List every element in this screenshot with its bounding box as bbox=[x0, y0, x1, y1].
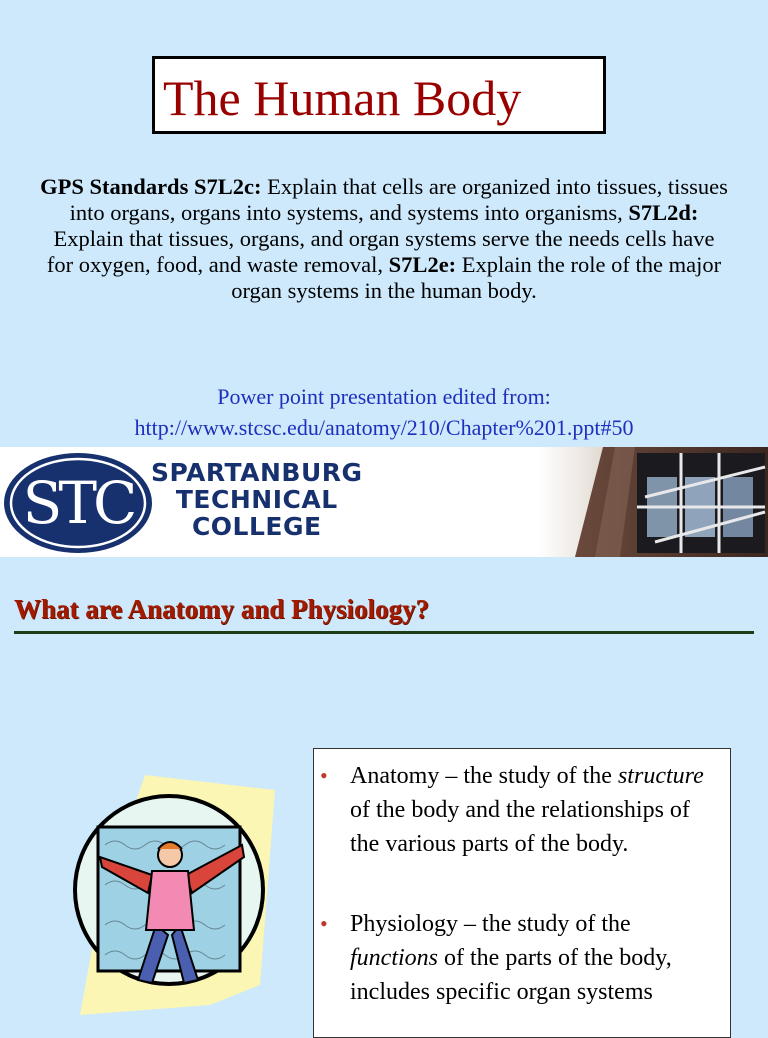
definition-text: Physiology – the study of the bbox=[350, 911, 631, 937]
credit-url: http://www.stcsc.edu/anatomy/210/Chapter%201.ppt#50 bbox=[134, 415, 634, 440]
heading-rule bbox=[14, 631, 754, 634]
vitruvian-figure-clipart bbox=[60, 775, 290, 1024]
college-name-line2: TECHNICAL bbox=[175, 485, 338, 514]
definition-emphasis: structure bbox=[617, 763, 704, 789]
standard-label-s7l2e: S7L2e: bbox=[388, 252, 457, 277]
standard-label-s7l2c: GPS Standards S7L2c: bbox=[40, 174, 262, 199]
college-name bbox=[151, 459, 363, 540]
standard-text-s7l2d: Explain that tissues, organs, and organ systems serve the needs cells have for oxygen, food, and waste removal, bbox=[46, 226, 715, 277]
building-photo bbox=[575, 447, 768, 557]
definitions-box bbox=[313, 748, 731, 1038]
standards-paragraph bbox=[40, 174, 728, 304]
bullet-icon: • bbox=[320, 763, 328, 788]
source-credit bbox=[40, 381, 728, 443]
page-title: The Human Body bbox=[163, 70, 522, 126]
stc-logo-text: STC bbox=[22, 469, 134, 537]
college-banner bbox=[0, 447, 768, 557]
definition-physiology bbox=[320, 907, 720, 1009]
title-box bbox=[152, 56, 606, 134]
slide-heading: What are Anatomy and Physiology? bbox=[14, 594, 430, 624]
definition-emphasis: functions bbox=[350, 945, 438, 971]
definition-anatomy bbox=[320, 759, 720, 861]
bullet-icon: • bbox=[320, 911, 328, 936]
standard-text-s7l2e: Explain the role of the major organ systems in the human body. bbox=[231, 252, 722, 303]
college-name-line1: SPARTANBURG bbox=[151, 458, 363, 487]
definition-text: of the body and the relationships of the various parts of the body. bbox=[350, 797, 690, 857]
standard-label-s7l2d: S7L2d: bbox=[628, 200, 699, 225]
standard-text-s7l2c: Explain that cells are organized into tissues, tissues into organs, organs into systems, and systems into organisms, bbox=[69, 174, 728, 225]
college-name-line3: COLLEGE bbox=[191, 512, 322, 541]
stc-logo bbox=[2, 451, 154, 555]
definition-text: Anatomy – the study of the bbox=[350, 763, 618, 789]
credit-line: Power point presentation edited from: bbox=[217, 384, 551, 409]
definition-text: of the parts of the body, includes specific organ systems bbox=[350, 945, 672, 1005]
